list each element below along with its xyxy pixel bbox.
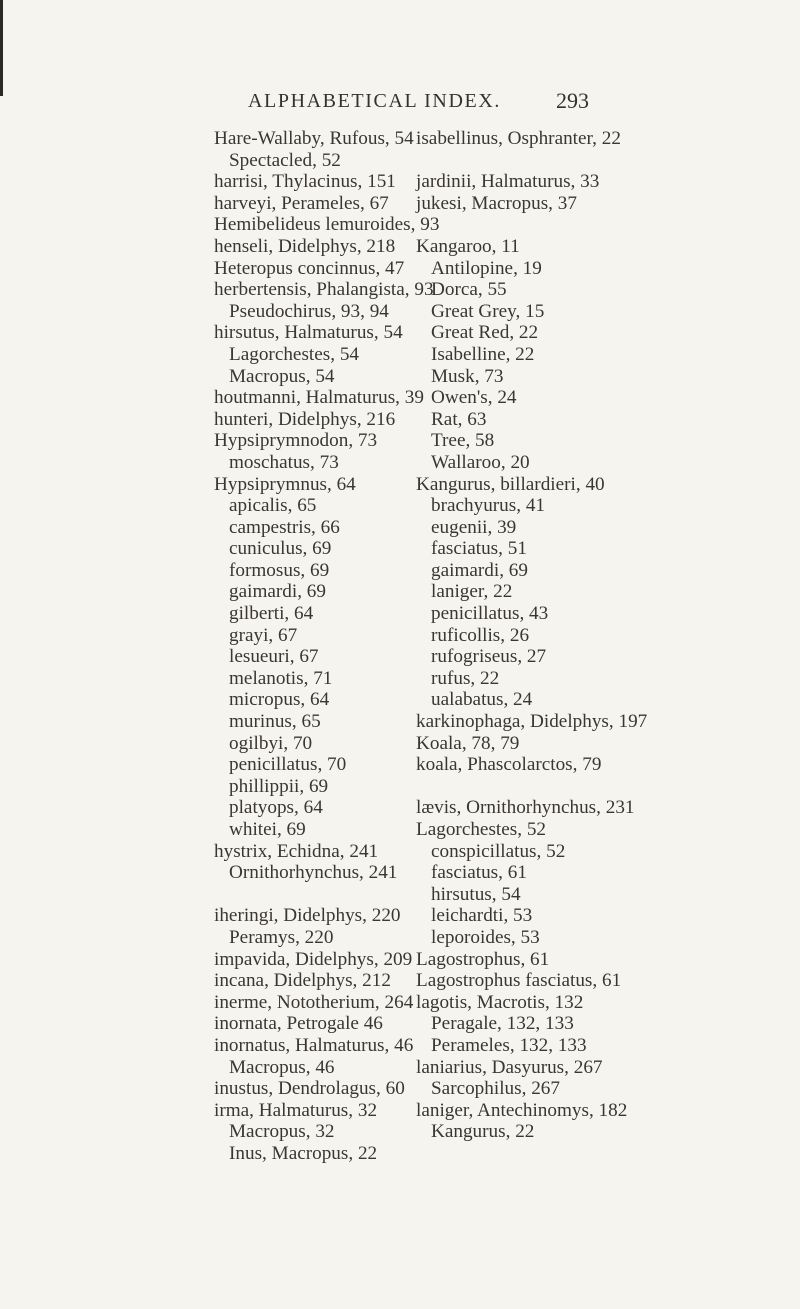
index-subentry: eugenii, 39 [431,516,517,538]
index-entry: Kangaroo, 11 [416,235,520,257]
index-entry: houtmanni, Halmaturus, 39 [214,387,424,409]
index-entry: inustus, Dendrolagus, 60 [214,1078,405,1100]
index-entry: Hypsiprymnodon, 73 [214,430,378,452]
index-subentry: laniger, 22 [431,581,513,603]
index-subentry: phillippii, 69 [229,775,329,797]
index-subentry: moschatus, 73 [229,451,339,473]
index-entry: karkinophaga, Didelphys, 197 [416,711,648,733]
index-entry: incana, Didelphys, 212 [214,970,391,992]
index-entry: irma, Halmaturus, 32 [214,1099,378,1121]
index-entry: Heteropus concinnus, 47 [214,257,405,279]
index-entry: iheringi, Didelphys, 220 [214,905,401,927]
index-entry: laniarius, Dasyurus, 267 [416,1056,603,1078]
index-entry: hunteri, Didelphys, 216 [214,408,396,430]
index-subentry: ruficollis, 26 [431,624,530,646]
index-subentry: whitei, 69 [229,819,306,840]
index-subentry: Peramys, 220 [229,926,334,948]
index-subentry: Macropus, 32 [229,1121,335,1143]
index-entry: herbertensis, Phalangista, 93 [214,279,434,301]
index-entry: Koala, 78, 79 [416,732,520,754]
index-entry: lagotis, Macrotis, 132 [416,991,584,1013]
index-subentry: Perameles, 132, 133 [431,1034,587,1056]
index-subentry: Isabelline, 22 [431,343,535,365]
index-entry: Lagorchestes, 52 [416,819,547,840]
index-entry: laniger, Antechinomys, 182 [416,1099,628,1121]
index-entry: hystrix, Echidna, 241 [214,840,379,862]
index-gap [416,776,796,798]
index-entry: Hypsiprymnus, 64 [214,473,356,495]
index-entry: hirsutus, Halmaturus, 54 [214,322,403,344]
index-subentry: leichardti, 53 [431,905,533,927]
index-subentry: micropus, 64 [229,689,330,711]
index-subentry: gilberti, 64 [229,603,314,625]
index-subentry: campestris, 66 [229,516,340,538]
index-subentry: grayi, 67 [229,624,298,646]
index-subentry: lesueuri, 67 [229,646,319,668]
index-subentry: Great Grey, 15 [431,300,545,322]
index-subentry: formosus, 69 [229,559,330,581]
index-subentry: Pseudochirus, 93, 94 [229,300,389,322]
index-entry: jardinii, Halmaturus, 33 [416,171,600,193]
index-subentry: Owen's, 24 [431,387,517,409]
index-entry: Lagostrophus, 61 [416,948,550,970]
index-subentry: penicillatus, 70 [229,754,347,776]
index-subentry: ualabatus, 24 [431,689,533,711]
running-head [0,88,800,118]
index-subentry: Sarcophilus, 267 [431,1078,560,1100]
index-entry: jukesi, Macropus, 37 [416,192,577,214]
index-subentry: rufogriseus, 27 [431,646,547,668]
index-subentry: brachyurus, 41 [431,495,546,517]
index-subentry: Tree, 58 [431,430,495,452]
index-subentry: Spectacled, 52 [229,149,341,171]
index-subentry: conspicillatus, 52 [431,840,566,862]
index-subentry: apicalis, 65 [229,495,317,517]
index-subentry: hirsutus, 54 [431,883,521,905]
index-subentry: Macropus, 54 [229,365,335,387]
page-edge-mark [0,0,3,96]
index-entry: Lagostrophus fasciatus, 61 [416,970,622,992]
index-subentry: Peragale, 132, 133 [431,1013,574,1035]
index-subentry: Great Red, 22 [431,322,539,344]
index-entry: Kangurus, billardieri, 40 [416,473,605,495]
index-entry: henseli, Didelphys, 218 [214,235,396,257]
index-entry: isabellinus, Osphranter, 22 [416,128,621,149]
index-subentry: Macropus, 46 [229,1056,335,1078]
index-entry: impavida, Didelphys, 209 [214,948,413,970]
index-subentry: Antilopine, 19 [431,257,542,279]
index-gap [416,214,796,236]
index-subentry: fasciatus, 61 [431,862,527,884]
index-column-right [416,128,796,1143]
index-entry: koala, Phascolarctos, 79 [416,754,602,776]
index-subentry: gaimardi, 69 [229,581,326,603]
index-subentry: Wallaroo, 20 [431,451,530,473]
index-entry: harrisi, Thylacinus, 151 [214,171,396,193]
index-subentry: platyops, 64 [229,797,323,819]
index-entry: harveyi, Perameles, 67 [214,192,389,214]
index-subentry: penicillatus, 43 [431,603,549,625]
index-subentry: ogilbyi, 70 [229,732,313,754]
index-entry: Hare-Wallaby, Rufous, 54 [214,128,414,149]
index-subentry: Inus, Macropus, 22 [229,1142,378,1164]
index-subentry: gaimardi, 69 [431,559,528,581]
index-entry: inornata, Petrogale 46 [214,1013,383,1035]
index-entry: Hemibelideus lemuroides, 93 [214,214,440,236]
index-entry: inerme, Nototherium, 264 [214,991,414,1013]
index-entry: lævis, Ornithorhynchus, 231 [416,797,635,819]
index-gap [416,150,796,172]
index-subentry: murinus, 65 [229,711,321,733]
index-subentry: leporoides, 53 [431,926,540,948]
index-subentry: cuniculus, 69 [229,538,332,560]
index-subentry: Dorca, 55 [431,279,507,301]
index-subentry: Musk, 73 [431,365,504,387]
index-subentry: melanotis, 71 [229,667,333,689]
index-subentry: Lagorchestes, 54 [229,343,360,365]
index-subentry: Ornithorhynchus, 241 [229,862,398,884]
index-subentry: Rat, 63 [431,408,487,430]
page-number: 293 [556,88,589,113]
running-title: ALPHABETICAL INDEX. [248,90,501,112]
index-subentry: Kangurus, 22 [431,1121,535,1143]
index-subentry: rufus, 22 [431,667,500,689]
index-subentry: fasciatus, 51 [431,538,527,560]
index-entry: inornatus, Halmaturus, 46 [214,1034,414,1056]
